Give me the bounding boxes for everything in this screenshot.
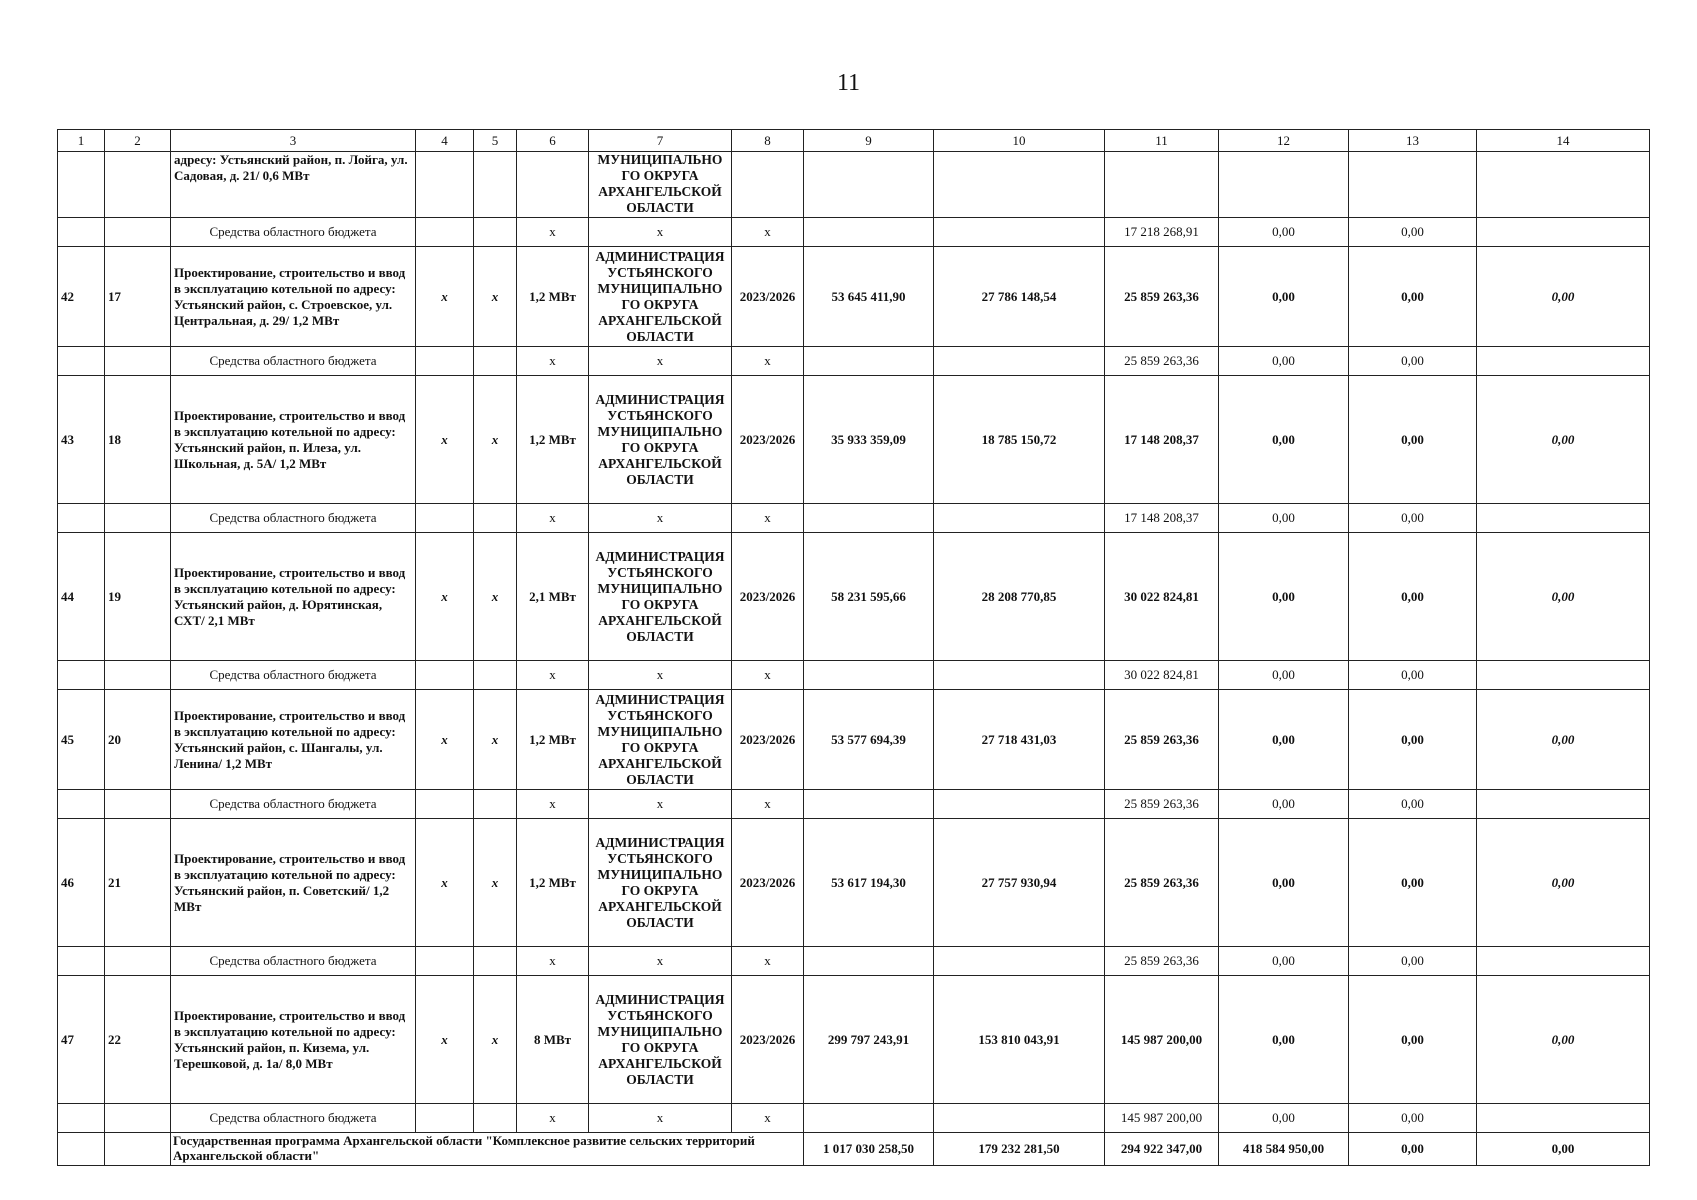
program-budget-table xyxy=(57,129,1650,1166)
row-number: 44 xyxy=(58,533,105,661)
amount-col-11: 25 859 263,36 xyxy=(1105,790,1219,819)
amount-col-10: 27 757 930,94 xyxy=(934,819,1105,947)
amount-col-12: 0,00 xyxy=(1219,947,1349,976)
object-name: Проектирование, строительство и ввод в эксплуатацию котельной по адресу: Устьянский район, п. Илеза, ул. Школьная, д. 5А/ 1,2 МВт xyxy=(171,376,416,504)
program-total-row xyxy=(58,1133,1650,1166)
amount-col-11: 25 859 263,36 xyxy=(1105,690,1219,790)
amount-col-9: 53 645 411,90 xyxy=(804,247,934,347)
object-name: Проектирование, строительство и ввод в эксплуатацию котельной по адресу: Устьянский район, с. Строевское, ул. Центральная, д. 29/ 1,2 МВт xyxy=(171,247,416,347)
amount-col-12: 0,00 xyxy=(1219,1104,1349,1133)
object-row xyxy=(58,819,1650,947)
x-mark: х xyxy=(732,218,804,247)
amount-col-11: 17 218 268,91 xyxy=(1105,218,1219,247)
row-number: 43 xyxy=(58,376,105,504)
amount-col-11: 17 148 208,37 xyxy=(1105,504,1219,533)
amount-col-12: 0,00 xyxy=(1219,247,1349,347)
x-mark: x xyxy=(416,247,474,347)
object-row xyxy=(58,533,1650,661)
amount-col-13: 0,00 xyxy=(1349,504,1477,533)
amount-col-12: 0,00 xyxy=(1219,533,1349,661)
x-mark: х xyxy=(732,790,804,819)
object-name: Проектирование, строительство и ввод в эксплуатацию котельной по адресу: Устьянский район, д. Юрятинская, СХТ/ 2,1 МВт xyxy=(171,533,416,661)
amount-col-13: 0,00 xyxy=(1349,819,1477,947)
capacity: 1,2 МВт xyxy=(517,819,589,947)
column-number: 6 xyxy=(517,130,589,152)
amount-col-14: 0,00 xyxy=(1477,690,1650,790)
x-mark: х xyxy=(732,1104,804,1133)
amount-col-11: 25 859 263,36 xyxy=(1105,947,1219,976)
amount-col-10: 27 718 431,03 xyxy=(934,690,1105,790)
x-mark: х xyxy=(517,218,589,247)
x-mark: х xyxy=(517,661,589,690)
amount-col-13: 0,00 xyxy=(1349,347,1477,376)
object-row xyxy=(58,247,1650,347)
amount-col-11: 30 022 824,81 xyxy=(1105,661,1219,690)
x-mark: x xyxy=(416,376,474,504)
amount-col-13: 0,00 xyxy=(1349,947,1477,976)
amount-col-9: 299 797 243,91 xyxy=(804,976,934,1104)
period: 2023/2026 xyxy=(732,247,804,347)
amount-col-10: 153 810 043,91 xyxy=(934,976,1105,1104)
amount-col-11: 25 859 263,36 xyxy=(1105,819,1219,947)
x-mark: х xyxy=(589,218,732,247)
responsible-org: АДМИНИСТРАЦИЯ УСТЬЯНСКОГО МУНИЦИПАЛЬНО ГО ОКРУГА АРХАНГЕЛЬСКОЙ ОБЛАСТИ xyxy=(589,247,732,347)
column-number: 12 xyxy=(1219,130,1349,152)
column-number: 1 xyxy=(58,130,105,152)
object-row xyxy=(58,976,1650,1104)
amount-col-11: 17 148 208,37 xyxy=(1105,376,1219,504)
x-mark: x xyxy=(416,690,474,790)
regional-budget-row xyxy=(58,1104,1650,1133)
amount-col-9: 53 577 694,39 xyxy=(804,690,934,790)
funding-source-label: Средства областного бюджета xyxy=(171,790,416,819)
responsible-org: АДМИНИСТРАЦИЯ УСТЬЯНСКОГО МУНИЦИПАЛЬНО ГО ОКРУГА АРХАНГЕЛЬСКОЙ ОБЛАСТИ xyxy=(589,533,732,661)
capacity: 8 МВт xyxy=(517,976,589,1104)
amount-col-12: 0,00 xyxy=(1219,347,1349,376)
capacity: 1,2 МВт xyxy=(517,376,589,504)
column-number: 14 xyxy=(1477,130,1650,152)
responsible-org: МУНИЦИПАЛЬНО ГО ОКРУГА АРХАНГЕЛЬСКОЙ ОБЛАСТИ xyxy=(589,152,732,218)
column-number: 7 xyxy=(589,130,732,152)
amount-col-14: 0,00 xyxy=(1477,247,1650,347)
period: 2023/2026 xyxy=(732,376,804,504)
amount-col-13: 0,00 xyxy=(1349,661,1477,690)
regional-budget-row xyxy=(58,947,1650,976)
amount-col-14: 0,00 xyxy=(1477,976,1650,1104)
amount-col-9: 53 617 194,30 xyxy=(804,819,934,947)
column-number: 4 xyxy=(416,130,474,152)
x-mark: х xyxy=(517,947,589,976)
x-mark: х xyxy=(517,504,589,533)
total-col-13: 0,00 xyxy=(1349,1133,1477,1166)
amount-col-11: 25 859 263,36 xyxy=(1105,247,1219,347)
period: 2023/2026 xyxy=(732,819,804,947)
x-mark: х xyxy=(732,504,804,533)
x-mark: х xyxy=(517,1104,589,1133)
sub-number: 20 xyxy=(105,690,171,790)
amount-col-12: 0,00 xyxy=(1219,976,1349,1104)
period: 2023/2026 xyxy=(732,976,804,1104)
amount-col-13: 0,00 xyxy=(1349,247,1477,347)
object-name: Проектирование, строительство и ввод в эксплуатацию котельной по адресу: Устьянский район, п. Советский/ 1,2 МВт xyxy=(171,819,416,947)
total-col-11: 294 922 347,00 xyxy=(1105,1133,1219,1166)
amount-col-12: 0,00 xyxy=(1219,218,1349,247)
x-mark: х xyxy=(589,661,732,690)
amount-col-12: 0,00 xyxy=(1219,504,1349,533)
object-name: Проектирование, строительство и ввод в эксплуатацию котельной по адресу: Устьянский район, с. Шангалы, ул. Ленина/ 1,2 МВт xyxy=(171,690,416,790)
amount-col-12: 0,00 xyxy=(1219,690,1349,790)
regional-budget-row xyxy=(58,218,1650,247)
object-row xyxy=(58,376,1650,504)
amount-col-12: 0,00 xyxy=(1219,376,1349,504)
column-number: 2 xyxy=(105,130,171,152)
regional-budget-row xyxy=(58,347,1650,376)
x-mark: х xyxy=(517,347,589,376)
sub-number: 17 xyxy=(105,247,171,347)
column-number: 3 xyxy=(171,130,416,152)
funding-source-label: Средства областного бюджета xyxy=(171,947,416,976)
amount-col-10: 27 786 148,54 xyxy=(934,247,1105,347)
amount-col-12: 0,00 xyxy=(1219,790,1349,819)
amount-col-11: 30 022 824,81 xyxy=(1105,533,1219,661)
program-title: Государственная программа Архангельской области "Комплексное развитие сельских территорий Архангельской области" xyxy=(171,1133,804,1166)
period: 2023/2026 xyxy=(732,533,804,661)
x-mark: x xyxy=(416,819,474,947)
x-mark: х xyxy=(732,947,804,976)
row-number: 47 xyxy=(58,976,105,1104)
x-mark: х xyxy=(517,790,589,819)
total-col-12: 418 584 950,00 xyxy=(1219,1133,1349,1166)
x-mark: x xyxy=(474,819,517,947)
amount-col-13: 0,00 xyxy=(1349,790,1477,819)
column-number: 8 xyxy=(732,130,804,152)
x-mark: х xyxy=(589,790,732,819)
amount-col-13: 0,00 xyxy=(1349,976,1477,1104)
amount-col-13: 0,00 xyxy=(1349,376,1477,504)
row-number: 46 xyxy=(58,819,105,947)
column-number: 5 xyxy=(474,130,517,152)
period: 2023/2026 xyxy=(732,690,804,790)
amount-col-12: 0,00 xyxy=(1219,661,1349,690)
column-number: 9 xyxy=(804,130,934,152)
object-row xyxy=(58,690,1650,790)
regional-budget-row xyxy=(58,504,1650,533)
column-number: 10 xyxy=(934,130,1105,152)
amount-col-11: 145 987 200,00 xyxy=(1105,976,1219,1104)
regional-budget-row xyxy=(58,790,1650,819)
column-number: 13 xyxy=(1349,130,1477,152)
capacity: 1,2 МВт xyxy=(517,690,589,790)
x-mark: х xyxy=(589,947,732,976)
funding-source-label: Средства областного бюджета xyxy=(171,1104,416,1133)
sub-number: 21 xyxy=(105,819,171,947)
funding-source-label: Средства областного бюджета xyxy=(171,347,416,376)
row-number: 42 xyxy=(58,247,105,347)
x-mark: x xyxy=(474,690,517,790)
x-mark: x xyxy=(416,976,474,1104)
responsible-org: АДМИНИСТРАЦИЯ УСТЬЯНСКОГО МУНИЦИПАЛЬНО ГО ОКРУГА АРХАНГЕЛЬСКОЙ ОБЛАСТИ xyxy=(589,376,732,504)
x-mark: х xyxy=(589,504,732,533)
page-number: 11 xyxy=(836,70,861,96)
amount-col-13: 0,00 xyxy=(1349,218,1477,247)
amount-col-11: 25 859 263,36 xyxy=(1105,347,1219,376)
x-mark: х xyxy=(732,661,804,690)
object-name: Проектирование, строительство и ввод в эксплуатацию котельной по адресу: Устьянский район, п. Кизема, ул. Терешковой, д. 1а/ 8,0 МВт xyxy=(171,976,416,1104)
x-mark: х xyxy=(732,347,804,376)
capacity: 1,2 МВт xyxy=(517,247,589,347)
amount-col-11: 145 987 200,00 xyxy=(1105,1104,1219,1133)
x-mark: х xyxy=(589,347,732,376)
x-mark: x xyxy=(474,376,517,504)
amount-col-14: 0,00 xyxy=(1477,533,1650,661)
x-mark: x xyxy=(474,976,517,1104)
amount-col-9: 58 231 595,66 xyxy=(804,533,934,661)
capacity: 2,1 МВт xyxy=(517,533,589,661)
responsible-org: АДМИНИСТРАЦИЯ УСТЬЯНСКОГО МУНИЦИПАЛЬНО ГО ОКРУГА АРХАНГЕЛЬСКОЙ ОБЛАСТИ xyxy=(589,976,732,1104)
amount-col-14: 0,00 xyxy=(1477,819,1650,947)
funding-source-label: Средства областного бюджета xyxy=(171,504,416,533)
x-mark: x xyxy=(474,247,517,347)
total-col-14: 0,00 xyxy=(1477,1133,1650,1166)
sub-number: 18 xyxy=(105,376,171,504)
x-mark: x xyxy=(416,533,474,661)
amount-col-13: 0,00 xyxy=(1349,533,1477,661)
amount-col-14: 0,00 xyxy=(1477,376,1650,504)
continued-object-row xyxy=(58,152,1650,218)
total-col-10: 179 232 281,50 xyxy=(934,1133,1105,1166)
row-number: 45 xyxy=(58,690,105,790)
responsible-org: АДМИНИСТРАЦИЯ УСТЬЯНСКОГО МУНИЦИПАЛЬНО ГО ОКРУГА АРХАНГЕЛЬСКОЙ ОБЛАСТИ xyxy=(589,819,732,947)
amount-col-13: 0,00 xyxy=(1349,690,1477,790)
funding-source-label: Средства областного бюджета xyxy=(171,218,416,247)
sub-number: 19 xyxy=(105,533,171,661)
column-number: 11 xyxy=(1105,130,1219,152)
amount-col-12: 0,00 xyxy=(1219,819,1349,947)
amount-col-10: 18 785 150,72 xyxy=(934,376,1105,504)
amount-col-10: 28 208 770,85 xyxy=(934,533,1105,661)
sub-number: 22 xyxy=(105,976,171,1104)
amount-col-9: 35 933 359,09 xyxy=(804,376,934,504)
regional-budget-row xyxy=(58,661,1650,690)
amount-col-13: 0,00 xyxy=(1349,1104,1477,1133)
x-mark: x xyxy=(474,533,517,661)
funding-source-label: Средства областного бюджета xyxy=(171,661,416,690)
column-number-row xyxy=(58,130,1650,152)
x-mark: х xyxy=(589,1104,732,1133)
total-col-9: 1 017 030 258,50 xyxy=(804,1133,934,1166)
object-name: адресу: Устьянский район, п. Лойга, ул. Садовая, д. 21/ 0,6 МВт xyxy=(171,152,416,218)
responsible-org: АДМИНИСТРАЦИЯ УСТЬЯНСКОГО МУНИЦИПАЛЬНО ГО ОКРУГА АРХАНГЕЛЬСКОЙ ОБЛАСТИ xyxy=(589,690,732,790)
